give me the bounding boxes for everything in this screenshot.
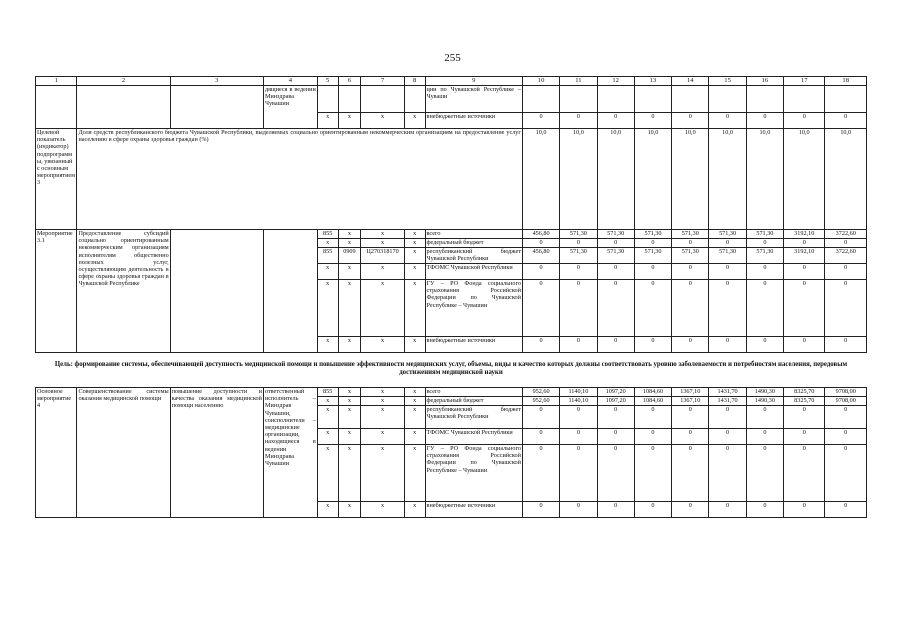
cell-code-csr: x	[361, 397, 405, 406]
cell-code-rz: x	[338, 264, 361, 280]
cell-code-vr: x	[404, 406, 425, 429]
cell-code-rz: x	[338, 239, 361, 248]
cell-code-csr: x	[361, 388, 405, 397]
cell-value: 0	[597, 264, 634, 280]
cell-code-vr: x	[404, 248, 425, 264]
cell-measure-label: Основное мероприятие 4	[36, 388, 77, 518]
cell-measure-name: Предоставление субсидий социально ориентированным некоммерческим организациям исполнителям общественно полезных услуг, осуществляющим деятельность в сфере охраны здоровья граждан в Чувашской Республике	[77, 230, 170, 353]
column-number-5: 5	[317, 77, 338, 86]
cell-source: ГУ – РО Фонда социального страхования Российской Федерации по Чувашской Республике – Чувашии	[425, 445, 522, 502]
cell-value: 0	[746, 264, 783, 280]
cell-value: 3722,60	[825, 248, 867, 264]
cell-value-empty	[825, 86, 867, 113]
cell-value: 1097,20	[597, 397, 634, 406]
cell-code-x: x	[338, 113, 361, 129]
goal-row	[36, 353, 867, 388]
cell-source: федеральный бюджет	[425, 397, 522, 406]
cell-value: 571,30	[560, 230, 597, 239]
cell-code-csr: x	[361, 429, 405, 445]
cell-value: 0	[709, 280, 746, 337]
cell-value: 8325,70	[784, 388, 825, 397]
cell-source: внебюджетные источники	[425, 113, 522, 129]
cell-code-vr: x	[404, 429, 425, 445]
cell-source: всего	[425, 388, 522, 397]
cell-code-csr: x	[361, 337, 405, 353]
cell-value: 0	[746, 429, 783, 445]
cell-measure-label	[36, 86, 77, 129]
cell-value: 571,30	[709, 230, 746, 239]
cell-value: 0	[746, 337, 783, 353]
cell-source: федеральный бюджет	[425, 239, 522, 248]
cell-value: 0	[784, 406, 825, 429]
cell-value: 1140,10	[560, 388, 597, 397]
cell-value: 0	[560, 337, 597, 353]
cell-value: 952,60	[522, 388, 559, 397]
cell-measure-name: Совершенствование системы оказания медицинской помощи	[77, 388, 170, 518]
cell-value: 571,30	[634, 230, 671, 239]
cell-value: 0	[522, 239, 559, 248]
cell-value: 0	[634, 113, 671, 129]
cell-code-grbs: x	[317, 502, 338, 518]
cell-code-csr: x	[361, 406, 405, 429]
cell-code-grbs: x	[317, 337, 338, 353]
cell-code-grbs: 855	[317, 248, 338, 264]
cell-indicator-value: 10,0	[784, 129, 825, 230]
cell-value: 0	[672, 406, 709, 429]
cell-value: 1140,10	[560, 397, 597, 406]
cell-value: 0	[634, 445, 671, 502]
cell-value: 0	[709, 406, 746, 429]
cell-value-empty	[560, 86, 597, 113]
cell-indicator-text: Доля средств республиканского бюджета Чувашской Республики, выделяемых социально ориентированным некоммерческим организациям на предоставление услуг населению в сфере охраны здоровья граждан (%)	[77, 129, 523, 230]
cell-indicator-value: 10,0	[560, 129, 597, 230]
cell-code-x: x	[361, 113, 405, 129]
cell-source: ТФОМС Чувашской Республики	[425, 429, 522, 445]
cell-value: 3722,60	[825, 230, 867, 239]
cell-value: 1431,70	[709, 388, 746, 397]
cell-value: 0	[825, 264, 867, 280]
cell-value: 0	[560, 280, 597, 337]
cell-indicator-value: 10,0	[709, 129, 746, 230]
cell-value: 0	[709, 113, 746, 129]
cell-value: 0	[784, 239, 825, 248]
cell-value: 0	[746, 406, 783, 429]
cell-value: 0	[560, 264, 597, 280]
cell-value: 0	[784, 429, 825, 445]
cell-value: 0	[746, 113, 783, 129]
cell-code-csr: Ц270318170	[361, 248, 405, 264]
cell-value-empty	[672, 86, 709, 113]
cell-value: 0	[597, 445, 634, 502]
cell-code-vr: x	[404, 445, 425, 502]
column-number-11: 11	[560, 77, 597, 86]
column-number-2: 2	[77, 77, 170, 86]
cell-value: 0	[746, 502, 783, 518]
cell-source: республиканский бюджет Чувашской Республики	[425, 406, 522, 429]
column-number-13: 13	[634, 77, 671, 86]
cell-value: 0	[597, 429, 634, 445]
cell-code-grbs: x	[317, 397, 338, 406]
cell-value: 0	[522, 406, 559, 429]
cell-value: 0	[522, 502, 559, 518]
cell-executor: дящиеся в ведении Минздрава Чувашии	[263, 86, 317, 129]
cell-value: 0	[634, 280, 671, 337]
cell-value: 0	[709, 239, 746, 248]
cell-code-vr: x	[404, 280, 425, 337]
cell-code-empty	[361, 86, 405, 113]
cell-value: 0	[560, 406, 597, 429]
cell-measure-label: Мероприятие 3.1	[36, 230, 77, 353]
cell-code-x: x	[404, 113, 425, 129]
column-number-15: 15	[709, 77, 746, 86]
cell-value: 0	[709, 337, 746, 353]
cell-value: 0	[560, 429, 597, 445]
cell-value: 0	[672, 113, 709, 129]
cell-value: 0	[672, 239, 709, 248]
cell-code-empty	[317, 86, 338, 113]
cell-value: 0	[709, 264, 746, 280]
cell-code-grbs: x	[317, 280, 338, 337]
cell-value: 1490,30	[746, 397, 783, 406]
cell-value: 571,30	[709, 248, 746, 264]
cell-value: 0	[784, 113, 825, 129]
cell-code-rz: x	[338, 502, 361, 518]
cell-executor	[263, 230, 317, 353]
cell-code-csr: x	[361, 230, 405, 239]
cell-value: 0	[825, 337, 867, 353]
cell-value: 0	[825, 429, 867, 445]
cell-code-rz: x	[338, 445, 361, 502]
cell-value: 0	[746, 445, 783, 502]
column-number-10: 10	[522, 77, 559, 86]
cell-value: 0	[709, 445, 746, 502]
cell-source: республиканский бюджет Чувашской Республики	[426, 248, 521, 263]
cell-value: 571,30	[560, 248, 597, 264]
cell-code-grbs: x	[317, 445, 338, 502]
cell-value: 0	[634, 337, 671, 353]
column-number-12: 12	[597, 77, 634, 86]
cell-value: 0	[784, 264, 825, 280]
cell-code-vr: x	[404, 388, 425, 397]
column-number-9: 9	[425, 77, 522, 86]
cell-indicator-value: 10,0	[825, 129, 867, 230]
cell-value: 571,30	[597, 230, 634, 239]
column-number-8: 8	[404, 77, 425, 86]
cell-code-empty	[404, 86, 425, 113]
cell-value: 952,60	[522, 397, 559, 406]
cell-value: 0	[597, 502, 634, 518]
cell-value: 0	[597, 280, 634, 337]
cell-indicator-value: 10,0	[672, 129, 709, 230]
cell-code-vr: x	[404, 239, 425, 248]
cell-value: 0	[784, 337, 825, 353]
cell-code-csr: x	[361, 280, 405, 337]
cell-value: 0	[709, 429, 746, 445]
cell-value: 0	[784, 502, 825, 518]
cell-result: повышение доступности и качества оказания медицинской помощи населению	[170, 388, 263, 518]
cell-value: 0	[560, 239, 597, 248]
cell-value: 0	[634, 502, 671, 518]
cell-source: внебюджетные источники	[425, 337, 522, 353]
cell-value: 3192,10	[784, 230, 825, 239]
cell-value: 0	[597, 113, 634, 129]
cell-value: 0	[560, 445, 597, 502]
cell-value: 1367,10	[672, 388, 709, 397]
cell-value: 571,30	[672, 230, 709, 239]
cell-value: 0	[784, 280, 825, 337]
cell-value: 1367,10	[672, 397, 709, 406]
cell-value: 0	[522, 429, 559, 445]
cell-result	[170, 86, 263, 129]
cell-value: 571,30	[597, 248, 634, 264]
cell-value: 0	[784, 445, 825, 502]
column-number-3: 3	[170, 77, 263, 86]
cell-code-grbs: 855	[317, 388, 338, 397]
column-number-4: 4	[263, 77, 317, 86]
cell-value: 0	[825, 445, 867, 502]
cell-value: 0	[672, 280, 709, 337]
cell-value: 0	[825, 280, 867, 337]
cell-value: 0	[672, 264, 709, 280]
cell-value: 0	[597, 406, 634, 429]
cell-value: 0	[825, 239, 867, 248]
cell-value: 0	[634, 429, 671, 445]
cell-code-vr: x	[404, 337, 425, 353]
cell-code-grbs: x	[317, 239, 338, 248]
cell-value: 1097,20	[597, 388, 634, 397]
cell-code-vr: x	[404, 264, 425, 280]
cell-value: 1084,60	[634, 388, 671, 397]
cell-value: 0	[522, 113, 559, 129]
cell-code-rz: x	[338, 406, 361, 429]
cell-code-vr: x	[404, 397, 425, 406]
cell-code-csr: x	[361, 239, 405, 248]
cell-value-empty	[784, 86, 825, 113]
cell-code-vr: x	[404, 502, 425, 518]
cell-value: 0	[672, 337, 709, 353]
column-number-6: 6	[338, 77, 361, 86]
cell-code-grbs: x	[317, 264, 338, 280]
cell-source: внебюджетные источники	[425, 502, 522, 518]
cell-code-grbs: x	[317, 429, 338, 445]
cell-value: 0	[709, 502, 746, 518]
cell-code-rz: x	[338, 337, 361, 353]
cell-value: 0	[522, 337, 559, 353]
cell-value: 1431,70	[709, 397, 746, 406]
column-number-7: 7	[361, 77, 405, 86]
cell-value: 571,30	[746, 248, 783, 264]
column-number-17: 17	[784, 77, 825, 86]
cell-value-empty	[709, 86, 746, 113]
cell-value: 0	[560, 113, 597, 129]
cell-code-rz: x	[338, 388, 361, 397]
cell-executor: ответственный исполнитель – Минздрав Чувашии, соисполнители – медицинские организации, находящиеся в ведении Минздрава Чувашии	[263, 388, 317, 518]
table-row	[36, 86, 867, 113]
cell-value: 0	[672, 502, 709, 518]
cell-value: 0	[634, 406, 671, 429]
cell-code-rz: x	[338, 397, 361, 406]
cell-value: 456,80	[522, 248, 559, 264]
cell-value-empty	[634, 86, 671, 113]
cell-value: 3192,10	[784, 248, 825, 264]
cell-code-csr: x	[361, 264, 405, 280]
column-number-16: 16	[746, 77, 783, 86]
cell-value: 0	[634, 264, 671, 280]
cell-value-empty	[746, 86, 783, 113]
column-number-row	[36, 77, 867, 86]
cell-value: 571,30	[672, 248, 709, 264]
cell-indicator-label: Целевой показатель (индикатор) подпрограммы, увязанный с основным мероприятием 3	[36, 129, 77, 230]
cell-value: 0	[522, 445, 559, 502]
cell-result	[170, 230, 263, 353]
cell-value: 0	[825, 502, 867, 518]
cell-value: 9708,00	[825, 397, 867, 406]
cell-value: 9708,00	[825, 388, 867, 397]
cell-code-grbs: 855	[317, 230, 338, 239]
cell-code-x: x	[317, 113, 338, 129]
cell-value-empty	[522, 86, 559, 113]
cell-code-rz: 0909	[338, 248, 361, 264]
column-number-18: 18	[825, 77, 867, 86]
cell-value: 0	[825, 406, 867, 429]
cell-value: 0	[522, 280, 559, 337]
cell-code-csr: x	[361, 445, 405, 502]
table-row	[36, 388, 867, 397]
cell-indicator-value: 10,0	[634, 129, 671, 230]
cell-value: 0	[746, 239, 783, 248]
column-number-1: 1	[36, 77, 77, 86]
cell-code-csr: x	[361, 502, 405, 518]
cell-code-rz: x	[338, 429, 361, 445]
cell-value: 0	[522, 264, 559, 280]
cell-value: 8325,70	[784, 397, 825, 406]
cell-value: 0	[825, 113, 867, 129]
cell-value-empty	[597, 86, 634, 113]
cell-source: всего	[425, 230, 522, 239]
cell-source: ГУ – РО Фонда социального страхования Российской Федерации по Чувашской Республике – Чувашии	[425, 280, 522, 337]
cell-value: 0	[597, 337, 634, 353]
cell-value: 1490,30	[746, 388, 783, 397]
cell-value: 571,30	[634, 248, 671, 264]
cell-value: 0	[560, 502, 597, 518]
cell-code-rz: x	[338, 280, 361, 337]
cell-code-rz: x	[338, 230, 361, 239]
cell-value: 0	[672, 445, 709, 502]
cell-indicator-value: 10,0	[522, 129, 559, 230]
page-number: 255	[444, 52, 461, 64]
cell-value: 456,80	[522, 230, 559, 239]
budget-table	[35, 76, 867, 518]
cell-indicator-value: 10,0	[597, 129, 634, 230]
indicator-row	[36, 129, 867, 230]
cell-value: 0	[597, 239, 634, 248]
cell-source: ТФОМС Чувашской Республики	[425, 264, 522, 280]
cell-value: 0	[634, 239, 671, 248]
cell-indicator-value: 10,0	[746, 129, 783, 230]
cell-code-empty	[338, 86, 361, 113]
cell-value: 0	[672, 429, 709, 445]
cell-value: 571,30	[746, 230, 783, 239]
table-body	[36, 77, 867, 518]
goal-heading: Цель: формирование системы, обеспечивающей доступность медицинской помощи и повышение эффективности медицинских услуг, объемы, виды и качество которых должны соответствовать уровню заболеваемости и потребностям населения, передовым достижениям медицинской науки	[54, 361, 848, 376]
column-number-14: 14	[672, 77, 709, 86]
cell-value: 1084,60	[634, 397, 671, 406]
cell-value: 0	[746, 280, 783, 337]
cell-measure-name	[77, 86, 170, 129]
cell-code-grbs: x	[317, 406, 338, 429]
cell-code-vr: x	[404, 230, 425, 239]
table-row	[36, 230, 867, 239]
cell-source: ции по Чувашской Республике – Чуваши	[425, 86, 522, 113]
